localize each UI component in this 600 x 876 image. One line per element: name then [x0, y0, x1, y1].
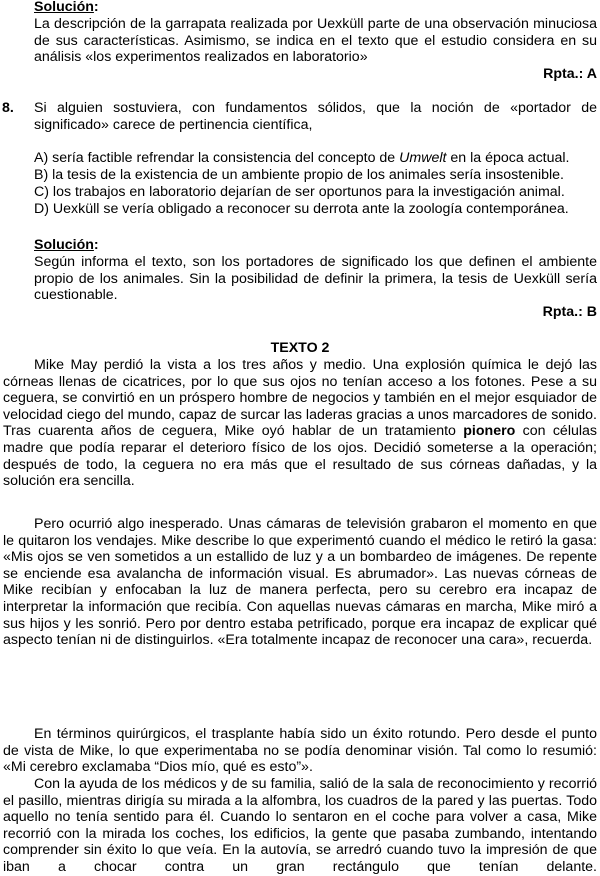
solution-heading: Solución: — [34, 237, 99, 253]
question-number: 8. — [2, 100, 14, 116]
option-d: D) Uexküll se vería obligado a reconocer su derrota ante la zoología contemporánea. — [34, 201, 569, 217]
option-a: A) sería factible refrendar la consistencia del concepto de Umwelt en la época actual. — [34, 150, 570, 166]
answer-label: Rpta.: A — [543, 66, 597, 82]
section-title: TEXTO 2 — [270, 340, 330, 356]
solution-text: La descripción de la garrapata realizada por Uexküll parte de una observación minuciosa de sus características. Asimismo, se indica en el texto que el estudio considera en su análisis «los experimentos realizados en laboratorio» — [34, 16, 597, 66]
solution-text: Según informa el texto, son los portadores de significado los que definen el ambiente propio de los animales. Sin la posibilidad de definir la primera, la tesis de Uexküll sería cuestionable. — [34, 254, 597, 304]
paragraph-2: Pero ocurrió algo inesperado. Unas cámaras de televisión grabaron el momento en que le quitaron los vendajes. Mike describe lo que experimentó cuando el médico le retiró la gasa: «Mis ojos se ven sometidos a un estallido de luz y a un bombardeo de imágenes. De repente se enciende esa avalancha de información visual. Es abrumador». Las nuevas córneas de Mike recibían y enfocaban la luz de manera perfecta, pero su cerebro era incapaz de interpretar la información que recibía. Con aquellas nuevas cámaras en marcha, Mike miró a sus hijos y les sonrió. Pero por dentro estaba petrificado, porque era incapaz de explicar qué aspecto tenían ni de distinguirlos. «Era totalmente incapaz de reconocer una cara», recuerda. — [3, 516, 597, 649]
solution-heading: Solución: — [34, 0, 99, 15]
paragraph-1: Mike May perdió la vista a los tres años y medio. Una explosión química le dejó las córneas llenas de cicatrices, por lo que sus ojos no tenían acceso a los fotones. Pese a su ceguera, se convirtió en un próspero hombre de negocios y también en el mejor esquiador de velocidad ciego del mundo, capaz de surcar las laderas gracias a unos marcadores de sonido. Tras cuarenta años de ceguera, Mike oyó hablar de un tratamiento pionero con células madre que podía reparar el deterioro físico de los ojos. Decidió someterse a la operación; después de todo, la ceguera no era más que el resultado de sus córneas dañadas, y la solución era sencilla. — [3, 357, 597, 490]
answer-label: Rpta.: B — [542, 304, 597, 320]
paragraph-4: Con la ayuda de los médicos y de su familia, salió de la sala de reconocimiento y recorrió el pasillo, mientras dirigía su mirada a la alfombra, los cuadros de la pared y las puertas. Todo aquello no tenía sentido para él. Cuando lo sentaron en el coche para volver a casa, Mike recorrió con la mirada los coches, los edificios, la gente que pasaba zumbando, intentando comprender sin éxito lo que veía. En la autovía, se arredró cuando tuvo la impresión de que iban a chocar contra un gran rectángulo que tenían delante. — [3, 776, 597, 875]
question-stem: Si alguien sostuviera, con fundamentos sólidos, que la noción de «portador de significado» carece de pertinencia científica, — [34, 100, 597, 133]
option-c: C) los trabajos en laboratorio dejarían de ser oportunos para la investigación animal. — [34, 184, 565, 200]
paragraph-3: En términos quirúrgicos, el trasplante había sido un éxito rotundo. Pero desde el punto de vista de Mike, lo que experimentaba no se podía denominar visión. Tal como lo resumió: «Mi cerebro exclamaba “Dios mío, qué es esto”». — [3, 726, 597, 776]
option-b: B) la tesis de la existencia de un ambiente propio de los animales sería insostenible. — [34, 167, 564, 183]
